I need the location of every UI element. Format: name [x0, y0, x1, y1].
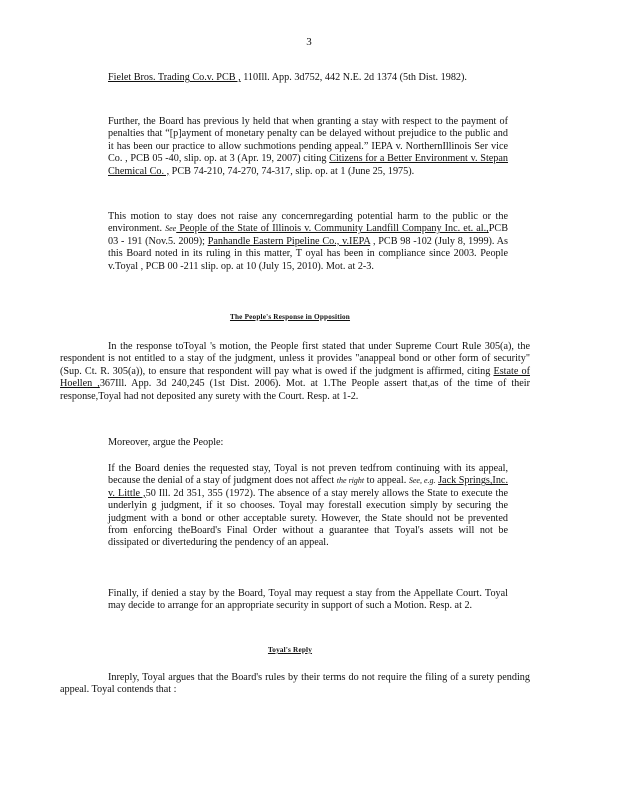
case-citation: Panhandle Eastern Pipeline Co., v.IEPA — [207, 235, 371, 247]
case-citation: Fielet Bros. Trading Co.v. PCB , — [108, 72, 241, 83]
case-citation: Citizens for a Better Environment v. Stepan Chemical Co. , — [108, 153, 509, 177]
case-citation: People of the State of Illinois v. Community Landfill Company Inc. et. al., — [176, 223, 489, 235]
quote-italic: the right — [336, 476, 365, 486]
paragraph-text: PCB 03 - 191 (Nov.5. 2009); — [108, 223, 508, 247]
signal-see: See — [165, 224, 177, 234]
paragraph-toyal-reply — [60, 672, 530, 697]
paragraph-peoples-response — [60, 341, 530, 403]
paragraph-text: , PCB 98 -102 (July 8, 1999). As this Board noted in its ruling in this matter, T oyal has been in compliance since 2003. People v.Toyal , PCB 00 -211 slip. op. at 10 (July 15, 2010). Mot. at 2-3. — [108, 235, 508, 272]
citation-text: 110Ill. App. 3d752, 442 N.E. 2d 1374 (5th Dist. 1982). — [240, 72, 467, 83]
page-number: 3 — [306, 36, 312, 48]
paragraph-text: 367Ill. App. 3d 240,245 (1st Dist. 2006). Mot. at 1.The People assert that,as of the time of their response,Toyal had not deposited any surety with the Court. Resp. at 1-2. — [60, 378, 530, 402]
section-heading-toyals-reply: Toyal's Reply — [267, 646, 313, 654]
paragraph-finally: Finally, if denied a stay by the Board, Toyal may request a stay from the Appellate Court. Toyal may decide to arrange for an appropriate security in support of such a Motion. Resp. at 2. — [108, 588, 508, 612]
case-citation: Jack Springs,Inc. v. Little , — [108, 475, 508, 499]
paragraph-moreover: Moreover, argue the People: — [108, 437, 224, 448]
signal-see-eg: See, e.g. — [408, 476, 436, 486]
paragraph-text: In the response toToyal 's motion, the People first stated that under Supreme Court Rule 305(a), the respondent is not entitled to a stay of the judgment, unless it provides "anappeal bond or other form of security" (Sup. Ct. R. 305(a)), to ensure that respondent will pay what is owed if the judgment is affirmed, citing — [60, 341, 530, 377]
paragraph-text: This motion to stay does not raise any concernregarding potential harm to the public or the environment. — [108, 211, 508, 235]
paragraph-board-stay — [108, 116, 508, 178]
quote-text: If the Board denies the requested stay, Toyal is not preven tedfrom continuing with its appeal, because the denial of a stay of judgment does not affect — [108, 463, 508, 487]
paragraph-text: PCB 74-210, 74-270, 74-317, slip. op. at 1 (June 25, 1975). — [169, 165, 415, 177]
paragraph-text: Inreply, Toyal argues that the Board's rules by their terms do not require the filing of a surety pending appeal. Toyal contends that : — [60, 672, 530, 696]
case-citation: Estate of Hoellen , — [60, 365, 530, 390]
quote-text: to appeal. — [364, 475, 409, 487]
paragraph-text: Further, the Board has previous ly held that when granting a stay with respect to the payment of penalties that “[p]ayment of monetary penalty can be delayed without prejudice to the public and it has been our practice to allow suchmotions pending appeal.” IEPA v. NorthernIllinois Ser vice Co. , PCB 05 -40, slip. op. at 3 (Apr. 19, 2007) citing — [108, 116, 508, 165]
block-quote — [108, 463, 508, 550]
quote-text: 50 Ill. 2d 351, 355 (1972). The absence of a stay merely allows the State to execute the underlyin g judgment, if it so chooses. Toyal may forestall execution simply by securing the judgment with a bond or other acceptable surety. However, the State should not be prevented from enforcing theBoard's Final Order without a guarantee that Toyal's assets will not be dissipated or diverteduring the pendency of an appeal. — [108, 487, 508, 549]
section-heading-peoples-response: The People's Response in Opposition — [229, 313, 351, 321]
citation-paragraph — [108, 72, 508, 84]
paragraph-motion-harm — [108, 211, 508, 273]
